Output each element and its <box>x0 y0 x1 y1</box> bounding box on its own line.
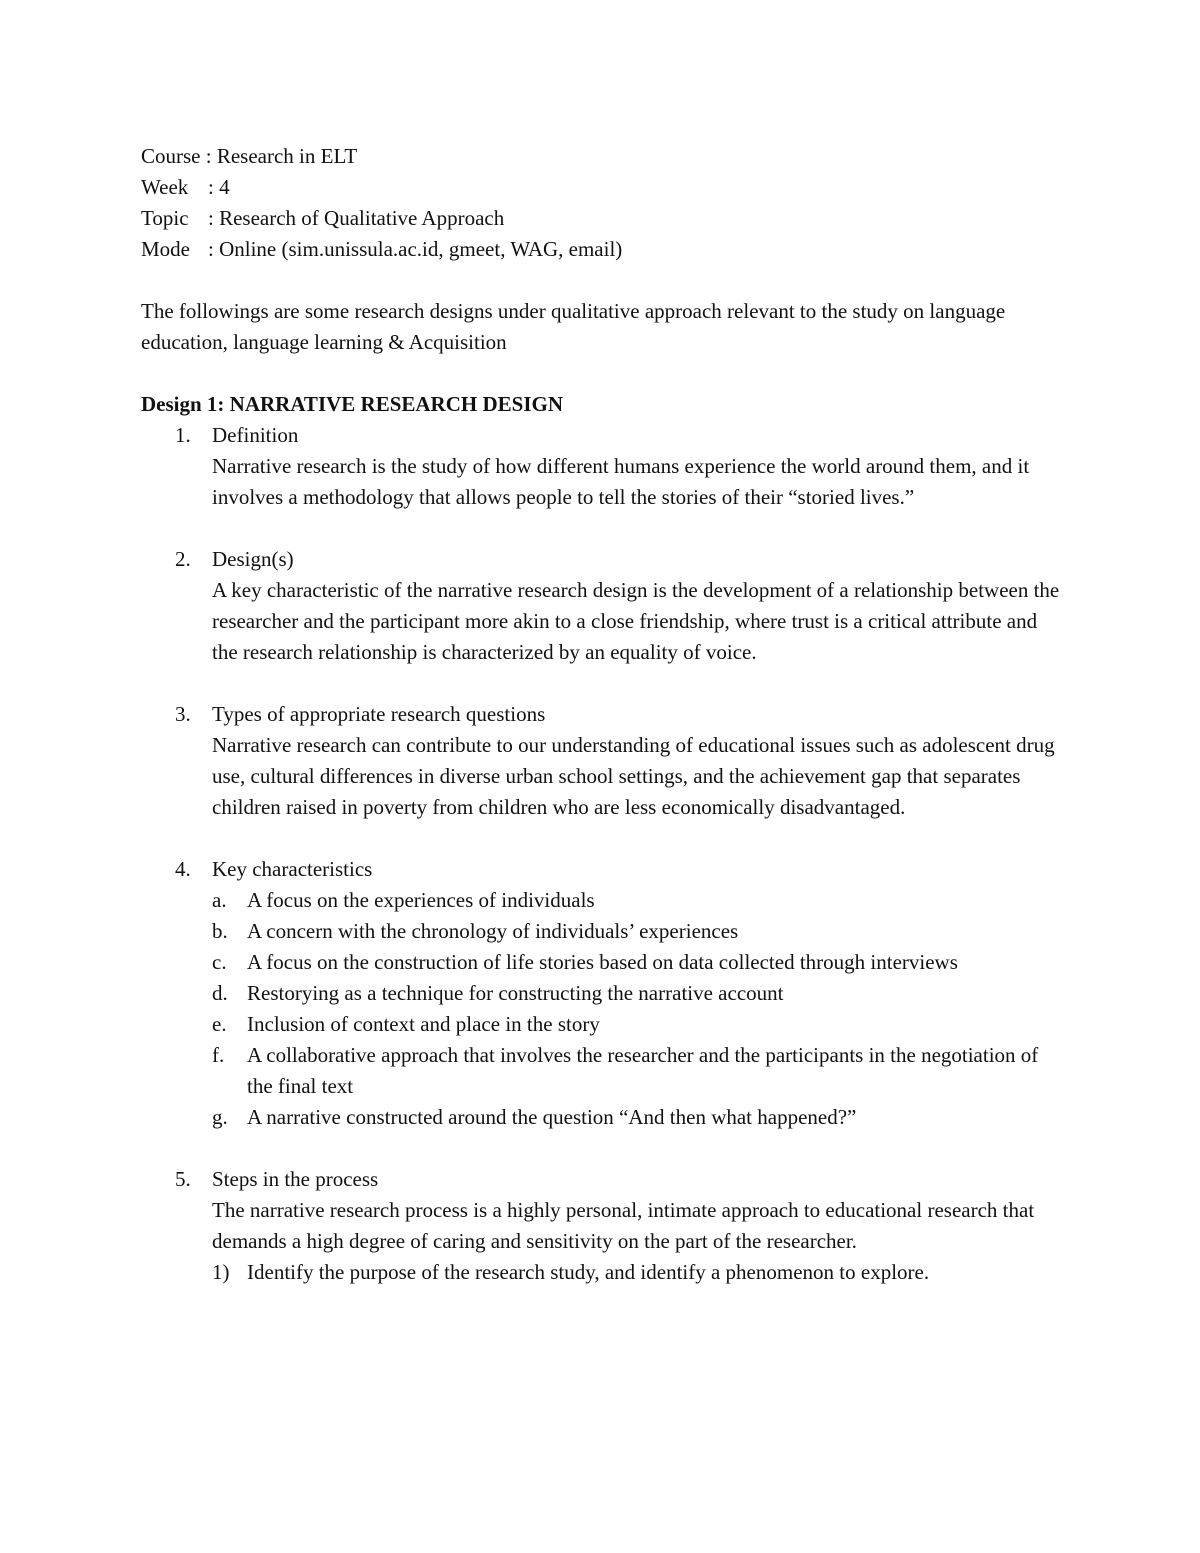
section-body <box>212 420 1061 513</box>
section-body <box>212 854 1061 1133</box>
characteristic-letter: f. <box>212 1043 225 1067</box>
section-number: 5. <box>175 1167 191 1191</box>
characteristic-item <box>212 885 1061 916</box>
characteristic-item <box>212 1009 1061 1040</box>
step-number: 1) <box>212 1260 230 1284</box>
section-body <box>212 1164 1061 1288</box>
design-heading: Design 1: NARRATIVE RESEARCH DESIGN <box>141 392 563 416</box>
section-text: The narrative research process is a highly personal, intimate approach to educational research that demands a high degree of caring and sensitivity on the part of the researcher. <box>212 1198 1035 1253</box>
section-title: Types of appropriate research questions <box>212 702 546 726</box>
characteristic-item <box>212 916 1061 947</box>
section-item-key-characteristics <box>141 854 1061 1133</box>
section-number: 3. <box>175 702 191 726</box>
section-number: 2. <box>175 547 191 571</box>
section-title: Design(s) <box>212 547 294 571</box>
meta-course-value: Research in ELT <box>216 144 358 168</box>
meta-mode-value: Online (sim.unissula.ac.id, gmeet, WAG, email) <box>219 237 623 261</box>
meta-topic-sep: : <box>208 206 220 230</box>
course-meta <box>141 141 1061 265</box>
meta-week-sep: : <box>208 175 220 199</box>
characteristic-item <box>212 978 1061 1009</box>
characteristic-item <box>212 1040 1061 1102</box>
meta-week-value: 4 <box>219 175 230 199</box>
section-body <box>212 699 1061 823</box>
characteristic-text: A focus on the construction of life stories based on data collected through interviews <box>247 950 958 974</box>
section-title: Definition <box>212 423 299 447</box>
characteristic-letter: e. <box>212 1012 227 1036</box>
intro-text: The followings are some research designs under qualitative approach relevant to the study on language education, language learning & Acquisition <box>141 299 1006 354</box>
meta-mode <box>141 234 1061 265</box>
section-item-definition <box>141 420 1061 513</box>
meta-week <box>141 172 1061 203</box>
section-number: 1. <box>175 423 191 447</box>
meta-week-key: Week <box>141 175 189 199</box>
meta-mode-key: Mode <box>141 237 190 261</box>
process-step <box>212 1257 1061 1288</box>
characteristic-letter: a. <box>212 888 227 912</box>
intro-paragraph <box>141 296 1061 358</box>
section-body <box>212 544 1061 668</box>
section-title: Key characteristics <box>212 857 373 881</box>
characteristic-text: A collaborative approach that involves the researcher and the participants in the negotiation of the final text <box>247 1043 1039 1098</box>
characteristic-letter: g. <box>212 1105 228 1129</box>
meta-course-sep: : <box>205 144 217 168</box>
characteristic-letter: b. <box>212 919 228 943</box>
characteristic-text: A focus on the experiences of individuals <box>247 888 595 912</box>
characteristic-letter: c. <box>212 950 227 974</box>
meta-mode-sep: : <box>208 237 220 261</box>
characteristic-letter: d. <box>212 981 228 1005</box>
meta-topic-value: Research of Qualitative Approach <box>219 206 505 230</box>
section-text: Narrative research can contribute to our understanding of educational issues such as adolescent drug use, cultural differences in diverse urban school settings, and the achievement gap that separates children raised in poverty from children who are less economically disadvantaged. <box>212 733 1055 819</box>
meta-topic <box>141 203 1061 234</box>
meta-course-key: Course <box>141 144 201 168</box>
characteristic-item <box>212 947 1061 978</box>
characteristic-text: A narrative constructed around the question “And then what happened?” <box>247 1105 857 1129</box>
section-text: Narrative research is the study of how different humans experience the world around them, and it involves a methodology that allows people to tell the stories of their “storied lives.” <box>212 454 1030 509</box>
meta-topic-key: Topic <box>141 206 189 230</box>
section-item-steps <box>141 1164 1061 1288</box>
characteristic-text: Restorying as a technique for constructing the narrative account <box>247 981 784 1005</box>
section-title: Steps in the process <box>212 1167 379 1191</box>
section-item-research-questions <box>141 699 1061 823</box>
characteristic-item <box>212 1102 1061 1133</box>
design-section-list <box>141 420 1061 1288</box>
section-item-designs <box>141 544 1061 668</box>
step-text: Identify the purpose of the research study, and identify a phenomenon to explore. <box>247 1260 930 1284</box>
section-text: A key characteristic of the narrative research design is the development of a relationship between the researcher and the participant more akin to a close friendship, where trust is a critical attribute and the research relationship is characterized by an equality of voice. <box>212 578 1060 664</box>
meta-course <box>141 141 1061 172</box>
characteristic-text: A concern with the chronology of individuals’ experiences <box>247 919 739 943</box>
characteristic-text: Inclusion of context and place in the story <box>247 1012 600 1036</box>
document-page <box>141 141 1061 1288</box>
section-number: 4. <box>175 857 191 881</box>
